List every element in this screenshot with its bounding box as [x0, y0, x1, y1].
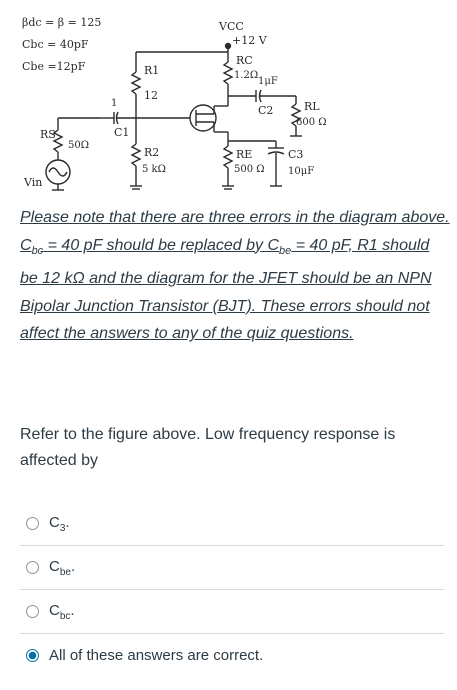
r1-value: 12 — [144, 89, 158, 102]
svg-text:Cbc = 40pF — [22, 38, 89, 51]
radio-button[interactable] — [26, 561, 39, 574]
circuit-diagram — [18, 6, 457, 198]
re-value: 500 Ω — [234, 164, 265, 175]
radio-button[interactable] — [26, 605, 39, 618]
vcc-value: +12 V — [232, 34, 267, 47]
r1-label: R1 — [144, 64, 160, 77]
c2-value: 1μF — [258, 76, 278, 87]
vin-label: Vin — [24, 176, 43, 189]
rl-label: RL — [304, 100, 320, 113]
c3-label: C3 — [288, 148, 304, 161]
rl-value: 600 Ω — [296, 117, 327, 128]
param-cbc: Cbc = 40pF — [22, 38, 89, 51]
r2-label: R2 — [144, 146, 160, 159]
param-beta: βdc = β = 125 — [22, 16, 102, 29]
r2-value: 5 kΩ — [142, 164, 166, 175]
svg-text:Cbe =12pF — [22, 60, 86, 73]
c3-value: 10μF — [288, 166, 315, 177]
vcc-label: VCC — [219, 20, 244, 33]
c1-value: 1 — [111, 98, 118, 109]
svg-text:βdc = β = 125 — [22, 16, 101, 29]
rs-value: 50Ω — [68, 140, 90, 151]
answer-option-all[interactable] — [20, 634, 444, 677]
errata-note: Please note that there are three errors in the diagram above. $C_{bc} = 40$ pF should be replaced by $C_{be} = 40$ pF, R1 should be 12 kΩ and the diagram for the JFET should be an NPN Bipolar Junction Transistor (BJT). These errors should not affect the answers to any of the quiz questions. — [20, 209, 450, 343]
answer-option-cbc[interactable] — [20, 590, 444, 634]
answer-label: $C_{bc}$. — [49, 601, 75, 622]
c1-label: C1 — [114, 126, 130, 139]
answer-option-cbe[interactable] — [20, 546, 444, 590]
radio-button[interactable] — [26, 517, 39, 530]
question-text: Refer to the figure above. Low frequency response is affected by — [20, 426, 396, 469]
c2-label: C2 — [258, 104, 274, 117]
param-cbe: Cbe =12pF — [22, 60, 86, 73]
re-label: RE — [236, 148, 253, 161]
rc-label: RC — [236, 54, 253, 67]
answer-label: $C_3$. — [49, 513, 70, 534]
rs-label: RS — [40, 128, 56, 141]
radio-button-selected[interactable] — [26, 649, 39, 662]
answer-label: $C_{be}$. — [49, 557, 76, 578]
answer-label: All of these answers are correct. — [49, 647, 264, 664]
answer-list — [20, 502, 444, 677]
answer-option-c3[interactable] — [20, 502, 444, 546]
rc-value: 1.2Ω — [234, 70, 259, 81]
